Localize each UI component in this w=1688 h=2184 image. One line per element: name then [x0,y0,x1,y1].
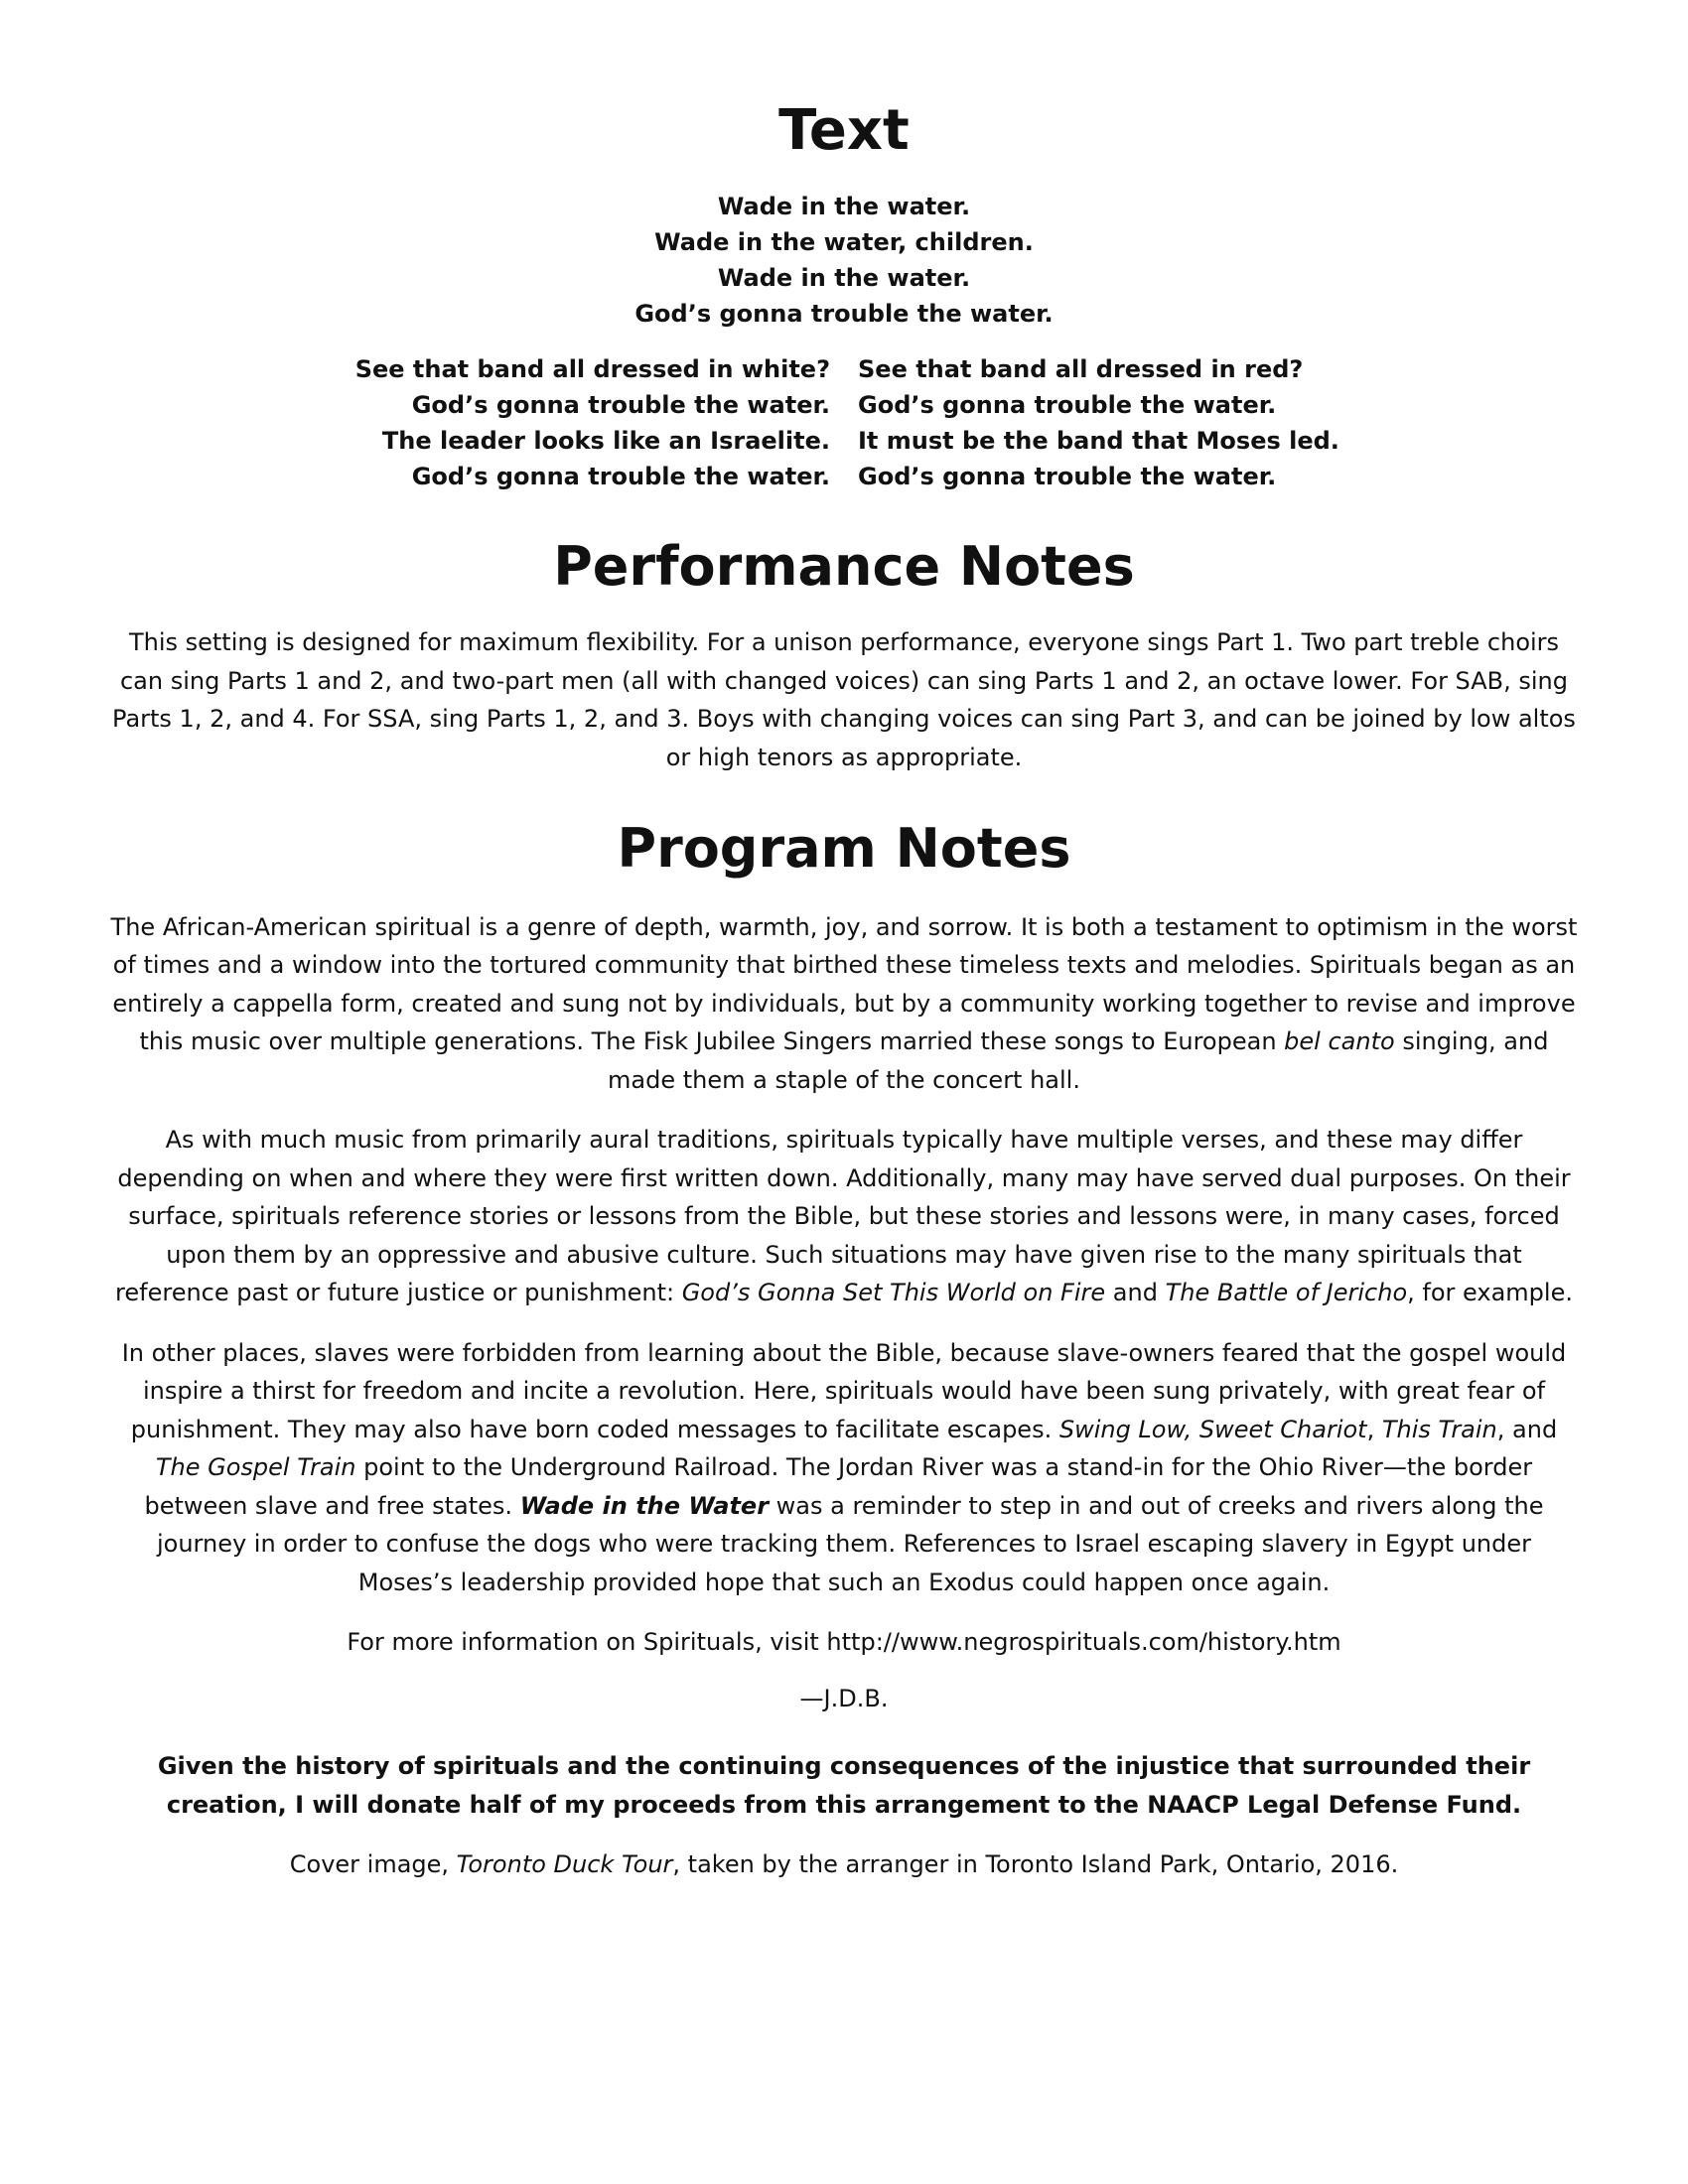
text-run: , and [1496,1415,1558,1443]
refrain-line: God’s gonna trouble the water. [634,300,1054,329]
italic-title: Swing Low, Sweet Chariot [1058,1415,1367,1443]
refrain-line: Wade in the water, children. [654,228,1034,257]
verses-block [99,351,1589,494]
text-run: point to the Underground Railroad. The Jordan River was a stand-in for the Ohio River—the border between slave and free states. [144,1453,1533,1520]
donation-statement: Given the history of spirituals and the continuing consequences of the injustice that surrounded their creation, I will donate half of my proceeds from this arrangement to the NAACP Legal Defense Fund. [157,1752,1531,1819]
italic-title: Toronto Duck Tour [456,1850,673,1879]
verse-line: It must be the band that Moses led. [858,427,1339,456]
verse-line: God’s gonna trouble the water. [411,463,830,491]
italic-title: The Gospel Train [155,1453,356,1482]
text-run: singing, and made them a staple of the concert hall. [608,1027,1549,1094]
program-notes-paragraph-1 [99,908,1589,1100]
refrain-block [99,189,1589,332]
verse-line: See that band all dressed in red? [858,355,1304,384]
text-run: As with much music from primarily aural traditions, spirituals typically have multiple verses, and these may differ depending on when and where they were first written down. Additionally, many may have served dual purposes. On their surface, spirituals reference stories or lessons from the Bible, but these stories and lessons were, in many cases, forced upon them by an oppressive and abusive culture. Such situations may have given rise to the many spirituals that reference past or future justice or punishment: [115,1126,1571,1307]
program-notes-paragraph-3 [99,1334,1589,1602]
text-run: , taken by the arranger in Toronto Island Park, Ontario, 2016. [672,1850,1399,1879]
performance-notes-paragraph: This setting is designed for maximum flexibility. For a unison performance, everyone sings Part 1. Two part treble choirs can sing Parts 1 and 2, and two-part men (all with changed voices) can sing Parts 1 and 2, an octave lower. For SAB, sing Parts 1, 2, and 4. For SSA, sing Parts 1, 2, and 3. Boys with changing voices can sing Part 3, and can be joined by low altos or high tenors as appropriate. [112,628,1576,771]
verse-right-column [844,351,1589,494]
text-heading: Text [778,98,910,163]
document-page [99,99,1589,1906]
verse-line: The leader looks like an Israelite. [381,427,830,456]
italic-title: God’s Gonna Set This World on Fire [681,1279,1106,1307]
verse-line: God’s gonna trouble the water. [858,391,1277,420]
verse-line: See that band all dressed in white? [354,355,830,384]
signature: —J.D.B. [799,1684,889,1712]
program-notes-heading: Program Notes [617,817,1071,881]
italic-title: This Train [1381,1415,1497,1443]
more-info-line: For more information on Spirituals, visit http://www.negrospirituals.com/history.htm [347,1628,1341,1657]
text-run: In other places, slaves were forbidden from learning about the Bible, because slave-owners feared that the gospel would inspire a thirst for freedom and incite a revolution. Here, spirituals would have been sung privately, with great fear of punishment. They may also have born coded messages to facilitate escapes. [121,1338,1567,1443]
cover-image-credit [99,1845,1589,1884]
performance-notes-heading: Performance Notes [553,535,1135,599]
text-run: was a reminder to step in and out of creeks and rivers along the journey in order to confuse the dogs who were tracking them. References to Israel escaping slavery in Egypt under Moses’s leadership provided hope that such an Exodus could happen once again. [156,1491,1544,1596]
program-notes-paragraph-2 [99,1121,1589,1312]
text-run: , [1366,1415,1382,1443]
italic-title: The Battle of Jericho [1165,1279,1408,1307]
verse-line: God’s gonna trouble the water. [411,391,830,420]
text-run: and [1105,1279,1166,1307]
verse-left-column [99,351,844,494]
text-run: , for example. [1407,1279,1573,1307]
refrain-line: Wade in the water. [717,193,971,221]
verse-line: God’s gonna trouble the water. [858,463,1277,491]
italic-title: bel canto [1284,1027,1395,1056]
bold-italic-title: Wade in the Water [519,1491,770,1520]
text-run: Cover image, [289,1850,457,1879]
refrain-line: Wade in the water. [717,264,971,293]
text-run: The African-American spiritual is a genre of depth, warmth, joy, and sorrow. It is both a testament to optimism in the worst of times and a window into the tortured community that birthed these timeless texts and melodies. Spirituals began as an entirely a cappella form, created and sung not by individuals, but by a community working together to revise and improve this music over multiple generations. The Fisk Jubilee Singers married these songs to European [110,912,1578,1056]
